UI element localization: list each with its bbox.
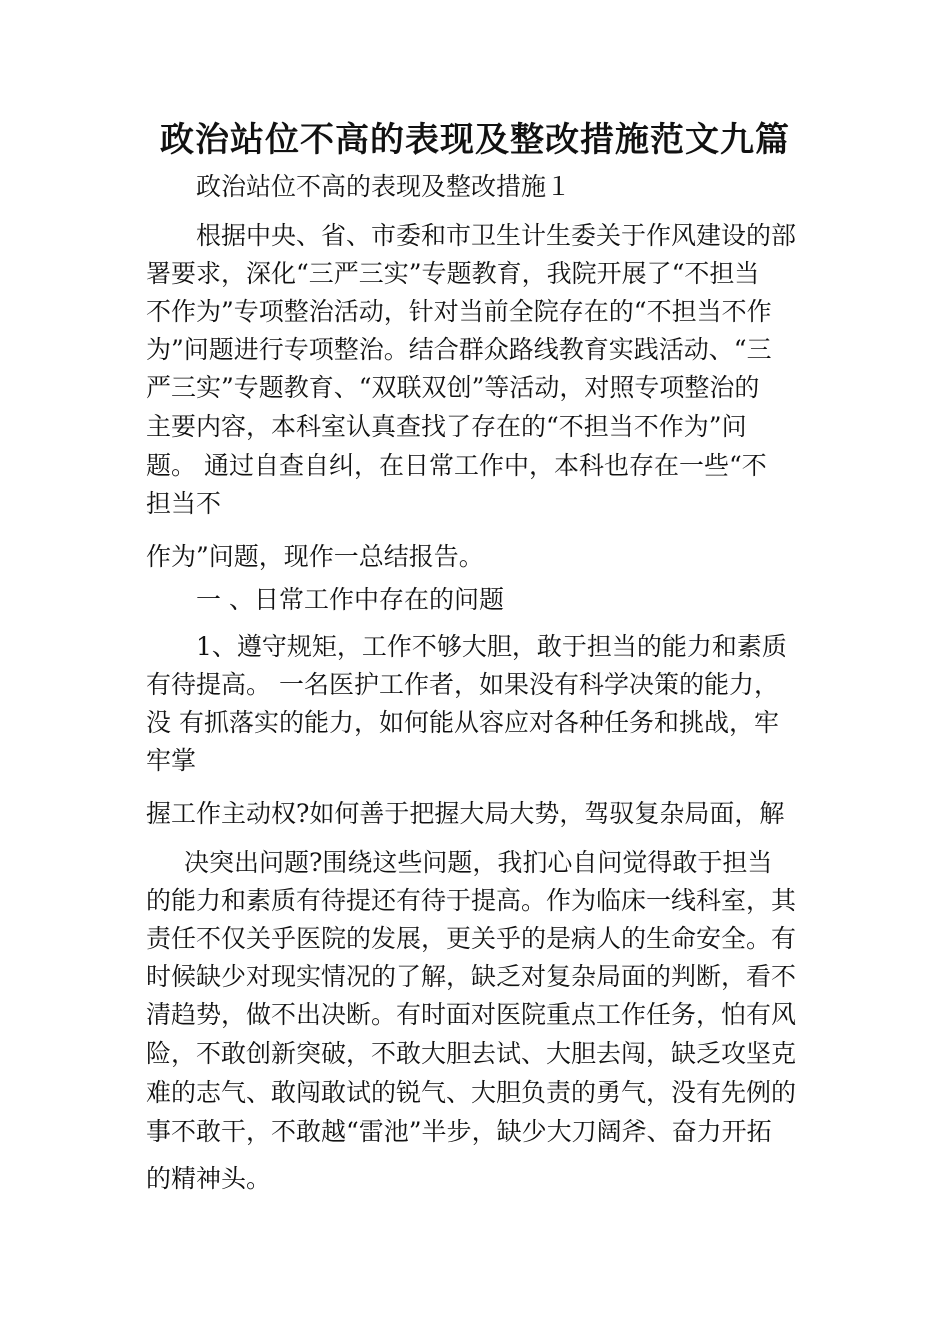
paragraph-line: 没 有抓落实的能力，如何能从容应对各种任务和挑战，牢 [146, 708, 779, 737]
paragraph-line: 担当不 [146, 489, 222, 518]
paragraph-line: 的精神头。 [146, 1164, 272, 1193]
paragraph-line: 不作为”专项整治活动，针对当前全院存在的“不担当不作 [146, 297, 772, 326]
paragraph-line: 清趋势，做不出决断。有时面对医院重点工作任务，怕有风 [146, 1000, 797, 1029]
paragraph-line: 牢掌 [146, 746, 197, 775]
paragraph-line: 主要内容，本科室认真查找了存在的“不担当不作为”问 [146, 412, 747, 441]
document-title: 政治站位不高的表现及整改措施范文九篇 [160, 120, 790, 160]
paragraph-line: 作为”问题，现作一总结报告。 [146, 542, 484, 571]
paragraph-line: 决突出问题?围绕这些问题，我扪心自问觉得敢于担当 [184, 848, 773, 877]
paragraph-line: 署要求，深化“三严三实”专题教育，我院开展了“不担当 [146, 259, 760, 288]
section-heading-1: 政治站位不高的表现及整改措施１ [196, 172, 572, 201]
paragraph-line: 有待提高。 一名医护工作者，如果没有科学决策的能力， [146, 670, 779, 699]
paragraph-line: 事不敢干，不敢越“雷池”半步，缺少大刀阔斧、奋力开拓 [146, 1117, 772, 1146]
section-heading-2: 一 、日常工作中存在的问题 [196, 585, 504, 614]
paragraph-line: 1、遵守规矩，工作不够大胆，敢于担当的能力和素质 [196, 632, 787, 661]
paragraph-line: 题。 通过自查自纠，在日常工作中，本科也存在一些“不 [146, 451, 767, 480]
paragraph-line: 握工作主动权?如何善于把握大局大势，驾驭复杂局面，解 [146, 799, 785, 828]
paragraph-line: 时候缺少对现实情况的了解，缺乏对复杂局面的判断，看不 [146, 962, 797, 991]
paragraph-line: 责任不仅关乎医院的发展，更关乎的是病人的生命安全。有 [146, 924, 797, 953]
paragraph-line: 根据中央、省、市委和市卫生计生委关于作风建设的部 [196, 221, 797, 250]
paragraph-line: 为”问题进行专项整治。结合群众路线教育实践活动、“三 [146, 335, 772, 364]
paragraph-line: 严三实”专题教育、“双联双创”等活动，对照专项整治的 [146, 373, 760, 402]
paragraph-line: 险，不敢创新突破，不敢大胆去试、大胆去闯，缺乏攻坚克 [146, 1039, 797, 1068]
paragraph-line: 的能力和素质有待提还有待于提高。作为临床一线科室，其 [146, 886, 797, 915]
paragraph-line: 难的志气、敢闯敢试的锐气、大胆负责的勇气，没有先例的 [146, 1078, 797, 1107]
